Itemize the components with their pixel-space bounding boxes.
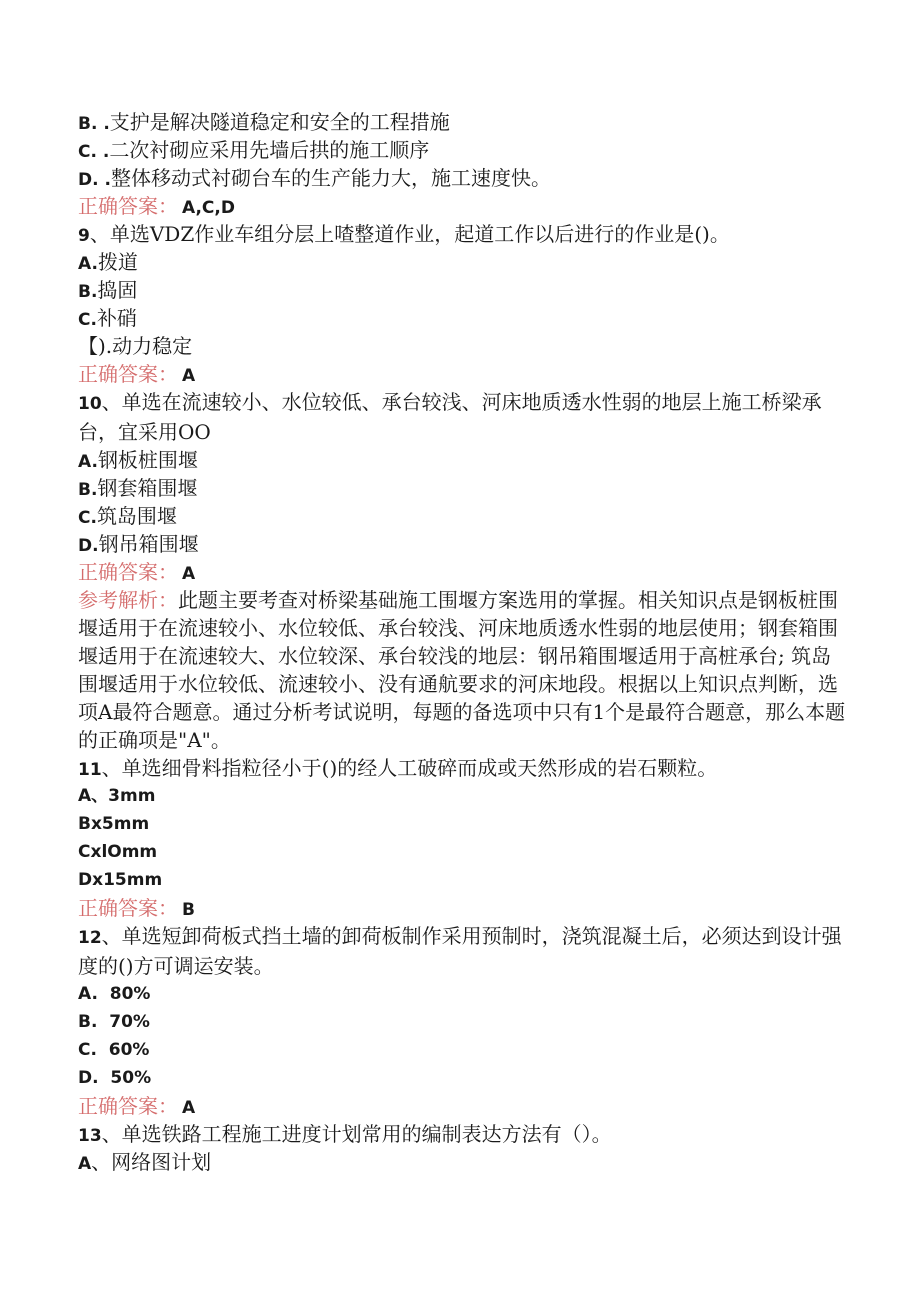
answer-label: 正确答案： <box>78 194 178 218</box>
question-stem: 、单选铁路工程施工进度计划常用的编制表达方法有（）。 <box>101 1122 612 1146</box>
option-label: D. <box>78 536 99 556</box>
exam-content <box>78 108 848 1176</box>
question-stem: 、单选短卸荷板式挡土墙的卸荷板制作采用预制时，浇筑混凝土后，必须达到设计强度的()方可调运安装。 <box>78 924 842 978</box>
q11-answer <box>78 894 848 922</box>
question-number: 10 <box>78 394 102 414</box>
analysis-label: 参考解析： <box>78 588 178 612</box>
answer-value: B <box>182 900 195 920</box>
q11-option-c: CxlOmm <box>78 842 158 862</box>
analysis-text: 此题主要考查对桥梁基础施工围堰方案选用的掌握。相关知识点是钢板桩围堰适用于在流速较小、水位较低、承台较浅、河床地质透水性弱的地层使用；钢套箱围堰适用于在流速较大、水位较深、承台较浅的地层：钢吊箱围堰适用于高桩承台; 筑岛围堰适用于水位较低、流速较小、没有通航要求的河床地段。根据以上知识点判断，选项A最符合题意。通过分析考试说明，每题的备选项中只有1个是最符合题意，那么本题的正确项是"A"。 <box>78 588 846 752</box>
q8-option-c <box>78 136 848 164</box>
option-label: A. <box>78 452 98 472</box>
answer-label: 正确答案： <box>78 1094 178 1118</box>
q13-stem <box>78 1120 848 1148</box>
option-label: B. . <box>78 114 110 134</box>
q9-answer <box>78 360 848 388</box>
option-text: 、网络图计划 <box>91 1150 212 1174</box>
option-text: 钢吊箱围堰 <box>98 532 199 556</box>
option-text: 补硝 <box>96 306 137 330</box>
answer-label: 正确答案： <box>78 560 178 584</box>
q12-option-a: A. 80% <box>78 984 151 1004</box>
option-label: B. <box>78 282 98 302</box>
answer-value: A <box>182 1098 196 1118</box>
answer-label: 正确答案： <box>78 896 178 920</box>
q11-option-d: Dx15mm <box>78 870 163 890</box>
question-stem: 、单选VDZ作业车组分层上喳整道作业，起道工作以后进行的作业是()。 <box>89 222 730 246</box>
question-number: 12 <box>78 928 102 948</box>
q10-option-a <box>78 446 848 474</box>
option-text: 整体移动式衬砌台车的生产能力大，施工速度快。 <box>110 166 551 190</box>
option-text: 钢套箱围堰 <box>97 476 198 500</box>
option-label: A <box>78 1154 92 1174</box>
option-text: 动力稳定 <box>112 334 193 358</box>
option-text: 拨道 <box>97 250 138 274</box>
option-text: 筑岛围堰 <box>96 504 177 528</box>
q8-answer <box>78 192 848 220</box>
q9-option-b <box>78 276 848 304</box>
q11-option-b: Bx5mm <box>78 814 150 834</box>
question-number: 11 <box>78 760 102 780</box>
q8-option-d <box>78 164 848 192</box>
question-number: 9 <box>78 226 90 246</box>
q12-answer <box>78 1092 848 1120</box>
q13-option-a <box>78 1148 848 1176</box>
q9-option-c <box>78 304 848 332</box>
option-label: 【). <box>78 334 113 358</box>
option-label: B. <box>78 480 98 500</box>
option-text: 钢板桩围堰 <box>97 448 198 472</box>
q8-option-b <box>78 108 848 136</box>
q10-analysis <box>78 586 848 754</box>
option-label: C. <box>78 310 97 330</box>
q12-option-c: C. 60% <box>78 1040 150 1060</box>
option-label: C. . <box>78 142 110 162</box>
answer-value: A,C,D <box>182 198 235 218</box>
answer-label: 正确答案： <box>78 362 178 386</box>
question-stem: 、单选在流速较小、水位较低、承台较浅、河床地质透水性弱的地层上施工桥梁承台，宜采用OO <box>78 390 822 444</box>
q12-stem <box>78 922 848 980</box>
q9-stem <box>78 220 848 248</box>
q9-option-a <box>78 248 848 276</box>
option-label: C. <box>78 508 97 528</box>
q10-option-c <box>78 502 848 530</box>
answer-value: A <box>182 366 196 386</box>
option-label: D. . <box>78 170 111 190</box>
option-text: 支护是解决隧道稳定和安全的工程措施 <box>109 110 450 134</box>
q9-option-d <box>78 332 848 360</box>
q10-option-b <box>78 474 848 502</box>
q11-stem <box>78 754 848 782</box>
option-label: A. <box>78 254 98 274</box>
q10-answer <box>78 558 848 586</box>
option-text: 捣固 <box>97 278 138 302</box>
q12-option-d: D. 50% <box>78 1068 152 1088</box>
question-number: 13 <box>78 1126 102 1146</box>
q12-option-b: B. 70% <box>78 1012 150 1032</box>
q11-option-a: A、3mm <box>78 786 156 806</box>
option-text: 二次衬砌应采用先墙后拱的施工顺序 <box>109 138 430 162</box>
q10-stem <box>78 388 848 446</box>
question-stem: 、单选细骨料指粒径小于()的经人工破碎而成或天然形成的岩石颗粒。 <box>101 756 718 780</box>
answer-value: A <box>182 564 196 584</box>
q10-option-d <box>78 530 848 558</box>
